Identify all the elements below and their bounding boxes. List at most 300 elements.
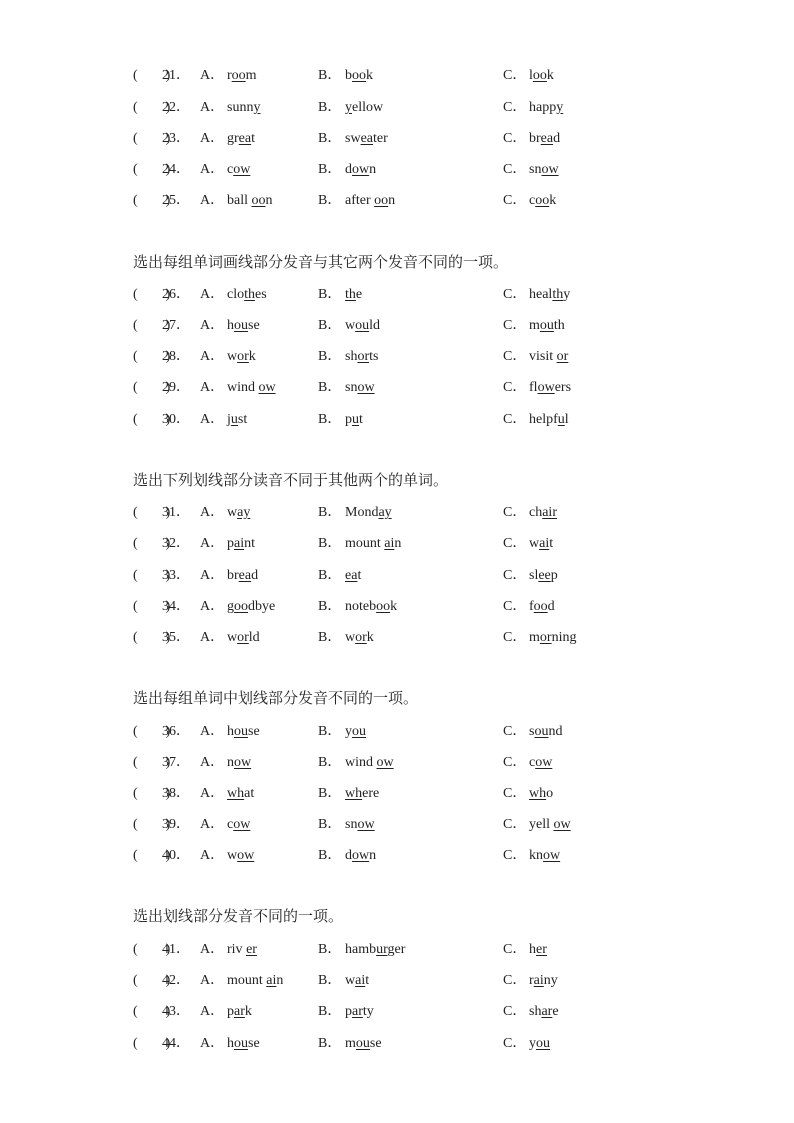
word-part: sn (345, 817, 358, 832)
question-number: 40． (162, 848, 190, 863)
word-part: c (529, 193, 536, 208)
word-part: se (248, 724, 260, 739)
question-row (0, 502, 794, 524)
word-part: b (345, 68, 352, 83)
word-part: f (529, 599, 534, 614)
option-word (227, 65, 257, 87)
underlined-part: th (552, 287, 564, 302)
word-part: kn (529, 848, 543, 863)
word-part: Mond (345, 505, 379, 520)
option-letter: C． (503, 131, 527, 146)
answer-blank[interactable]: ( ) (133, 287, 171, 302)
word-part: br (529, 131, 541, 146)
word-part: c (529, 755, 536, 770)
word-part: happ (529, 100, 557, 115)
option-letter: A． (200, 193, 225, 208)
option-word (529, 284, 570, 306)
underlined-part: ur (376, 942, 388, 957)
option-word (227, 845, 254, 867)
word-part: k (549, 193, 557, 208)
word-part: ball (227, 193, 252, 208)
option-word (529, 128, 560, 150)
word-part: ny (543, 973, 558, 988)
question-number: 37． (162, 755, 190, 770)
option-word (529, 596, 555, 618)
underlined-part: y (556, 100, 564, 115)
answer-blank[interactable]: ( ) (133, 193, 171, 208)
underlined-part: ar (234, 1004, 245, 1019)
option-letter: A． (200, 505, 225, 520)
underlined-part: ou (355, 318, 370, 333)
word-part: d (251, 568, 259, 583)
option-letter: A． (200, 1004, 225, 1019)
question-row (0, 939, 794, 961)
word-part: n (276, 973, 284, 988)
word-part: sh (345, 349, 358, 364)
answer-blank[interactable]: ( ) (133, 536, 171, 551)
question-row (0, 1033, 794, 1055)
word-part: mount (345, 536, 385, 551)
word-part: ch (529, 505, 543, 520)
option-letter: C． (503, 786, 527, 801)
option-letter: B． (318, 1036, 342, 1051)
option-word (529, 939, 547, 961)
underlined-part: ou (352, 724, 366, 739)
word-part: w (227, 505, 238, 520)
option-word (345, 377, 375, 399)
question-number: 26． (162, 287, 190, 302)
word-part: mount (227, 973, 267, 988)
underlined-part: ou (534, 724, 549, 739)
underlined-part: oo (533, 599, 548, 614)
option-word (529, 346, 568, 368)
word-part: n (265, 193, 273, 208)
word-part: ers (554, 380, 572, 395)
word-part: t (251, 131, 255, 146)
underlined-part: wh (529, 786, 547, 801)
word-part: ld (369, 318, 381, 333)
answer-blank[interactable]: ( ) (133, 942, 171, 957)
underlined-part: th (345, 287, 356, 302)
option-letter: C． (503, 349, 527, 364)
option-word (529, 502, 557, 524)
underlined-part: wh (345, 786, 363, 801)
word-part: n (388, 193, 396, 208)
word-part: yell (529, 817, 554, 832)
underlined-part: ou (536, 1036, 550, 1051)
underlined-part: air (542, 505, 557, 520)
word-part: k (248, 349, 256, 364)
option-letter: B． (318, 817, 342, 832)
word-part: nd (548, 724, 563, 739)
question-number: 29． (162, 380, 190, 395)
option-letter: B． (318, 287, 342, 302)
word-part: w (227, 630, 238, 645)
word-part: visit (529, 349, 557, 364)
option-letter: A． (200, 68, 225, 83)
word-part: dbye (248, 599, 276, 614)
option-word (227, 190, 273, 212)
answer-blank[interactable]: ( ) (133, 131, 171, 146)
answer-blank[interactable]: ( ) (133, 1036, 171, 1051)
option-letter: C． (503, 1036, 527, 1051)
underlined-part: th (244, 287, 255, 302)
question-number: 27． (162, 318, 190, 333)
option-word (529, 65, 554, 87)
option-letter: A． (200, 724, 225, 739)
underlined-part: ai (384, 536, 395, 551)
option-letter: A． (200, 318, 225, 333)
option-word (345, 190, 395, 212)
answer-blank[interactable]: ( ) (133, 100, 171, 115)
word-part: k (366, 630, 374, 645)
underlined-part: ea (345, 568, 358, 583)
question-number: 42． (162, 973, 190, 988)
answer-blank[interactable]: ( ) (133, 630, 171, 645)
option-word (227, 97, 260, 119)
option-word (345, 783, 379, 805)
option-letter: C． (503, 724, 527, 739)
option-letter: A． (200, 568, 225, 583)
word-part: ty (362, 1004, 374, 1019)
answer-blank[interactable]: ( ) (133, 412, 171, 427)
underlined-part: ow (237, 848, 255, 863)
underlined-part: ow (233, 817, 251, 832)
word-part: th (553, 318, 565, 333)
option-letter: B． (318, 848, 342, 863)
answer-blank[interactable]: ( ) (133, 380, 171, 395)
word-part: k (366, 68, 373, 83)
underlined-part: oo (376, 599, 391, 614)
word-part: h (227, 1036, 234, 1051)
underlined-part: ow (535, 755, 553, 770)
underlined-part: oo (231, 68, 246, 83)
option-word (345, 939, 405, 961)
question-number: 36． (162, 724, 190, 739)
word-part: n (394, 536, 402, 551)
word-part: sw (345, 131, 361, 146)
word-part: w (529, 536, 540, 551)
word-part: sunn (227, 100, 254, 115)
underlined-part: ay (378, 505, 392, 520)
question-number: 32． (162, 536, 190, 551)
option-word (529, 315, 565, 337)
word-part: sh (529, 1004, 542, 1019)
option-letter: C． (503, 318, 527, 333)
underlined-part: oo (532, 68, 547, 83)
section-instruction: 选出划线部分发音不同的一项。 (133, 909, 344, 925)
option-word (227, 939, 257, 961)
word-part: se (248, 318, 260, 333)
word-part: sn (529, 162, 542, 177)
option-word (529, 159, 559, 181)
underlined-part: ow (352, 848, 370, 863)
option-letter: A． (200, 630, 225, 645)
underlined-part: ai (355, 973, 366, 988)
underlined-part: ow (376, 755, 394, 770)
option-letter: B． (318, 380, 342, 395)
word-part: e (552, 1004, 559, 1019)
option-word (529, 814, 571, 836)
answer-blank[interactable]: ( ) (133, 568, 171, 583)
option-word (345, 970, 369, 992)
question-row (0, 159, 794, 181)
word-part: w (227, 848, 238, 863)
answer-blank[interactable]: ( ) (133, 973, 171, 988)
word-part: s (529, 724, 535, 739)
option-word (529, 721, 562, 743)
option-letter: A． (200, 755, 225, 770)
underlined-part: ow (541, 162, 559, 177)
option-word (345, 128, 388, 150)
option-word (529, 190, 556, 212)
word-part: m (529, 630, 540, 645)
word-part: m (345, 1036, 356, 1051)
option-letter: B． (318, 193, 342, 208)
option-word (529, 565, 558, 587)
option-letter: C． (503, 380, 527, 395)
word-part: c (227, 817, 234, 832)
underlined-part: wh (227, 786, 245, 801)
answer-blank[interactable]: ( ) (133, 505, 171, 520)
option-letter: A． (200, 287, 225, 302)
option-word (529, 845, 560, 867)
answer-blank[interactable]: ( ) (133, 349, 171, 364)
option-word (345, 409, 363, 431)
underlined-part: ea (238, 131, 252, 146)
underlined-part: u (557, 412, 565, 427)
word-part: d (345, 162, 352, 177)
option-letter: B． (318, 68, 342, 83)
word-part: se (248, 1036, 260, 1051)
underlined-part: or (237, 630, 249, 645)
option-letter: B． (318, 599, 342, 614)
word-part: h (529, 942, 536, 957)
section-instruction: 选出每组单词画线部分发音与其它两个发音不同的一项。 (133, 255, 509, 271)
question-number: 44． (162, 1036, 190, 1051)
option-word (345, 1033, 382, 1055)
option-word (345, 65, 373, 87)
underlined-part: ow (352, 162, 370, 177)
word-part: clo (227, 287, 245, 302)
word-part: d (547, 599, 555, 614)
question-row (0, 533, 794, 555)
option-word (227, 814, 250, 836)
underlined-part: u (352, 412, 359, 427)
word-part: k (244, 1004, 252, 1019)
word-part: t (357, 568, 362, 583)
option-word (345, 346, 378, 368)
word-part: br (227, 568, 239, 583)
option-letter: B． (318, 568, 342, 583)
word-part: after (345, 193, 375, 208)
word-part: ts (369, 349, 379, 364)
underlined-part: ar (541, 1004, 553, 1019)
question-row (0, 814, 794, 836)
word-part: ning (551, 630, 577, 645)
word-part: h (227, 724, 234, 739)
option-word (345, 502, 392, 524)
question-number: 38． (162, 786, 190, 801)
option-word (227, 970, 283, 992)
underlined-part: ow (553, 817, 571, 832)
option-letter: B． (318, 131, 342, 146)
option-word (345, 814, 375, 836)
question-row (0, 783, 794, 805)
word-part: gr (227, 131, 239, 146)
option-letter: A． (200, 942, 225, 957)
option-word (227, 409, 247, 431)
word-part: w (345, 973, 356, 988)
question-number: 33． (162, 568, 190, 583)
word-part: y (529, 1036, 536, 1051)
question-row (0, 346, 794, 368)
word-part: k (390, 599, 398, 614)
question-row (0, 128, 794, 150)
word-part: t (549, 536, 554, 551)
word-part: h (227, 318, 234, 333)
word-part: o (546, 786, 554, 801)
word-part: r (529, 973, 534, 988)
word-part: w (345, 318, 356, 333)
option-letter: A． (200, 973, 225, 988)
word-part: j (227, 412, 231, 427)
option-word (227, 721, 260, 743)
word-part: wind (345, 755, 377, 770)
word-part: ld (248, 630, 260, 645)
word-part: noteb (345, 599, 377, 614)
option-word (227, 627, 260, 649)
option-word (529, 970, 558, 992)
word-part: p (345, 412, 352, 427)
answer-blank[interactable]: ( ) (133, 599, 171, 614)
question-row (0, 970, 794, 992)
word-part: p (345, 1004, 352, 1019)
option-word (227, 502, 250, 524)
question-number: 39． (162, 817, 190, 832)
answer-blank[interactable]: ( ) (133, 848, 171, 863)
option-letter: A． (200, 131, 225, 146)
option-letter: B． (318, 1004, 342, 1019)
underlined-part: ee (538, 568, 551, 583)
underlined-part: ou (234, 724, 248, 739)
option-letter: A． (200, 536, 225, 551)
answer-blank[interactable]: ( ) (133, 817, 171, 832)
option-word (529, 377, 571, 399)
question-number: 41． (162, 942, 190, 957)
question-row (0, 284, 794, 306)
option-word (345, 315, 380, 337)
question-row (0, 409, 794, 431)
question-row (0, 190, 794, 212)
option-letter: C． (503, 599, 527, 614)
question-number: 31． (162, 505, 190, 520)
underlined-part: or (237, 349, 249, 364)
underlined-part: or (539, 630, 552, 645)
option-letter: B． (318, 505, 342, 520)
word-part: wind (227, 380, 259, 395)
answer-blank[interactable]: ( ) (133, 68, 171, 83)
underlined-part: ai (234, 536, 245, 551)
word-part: e (355, 287, 363, 302)
word-part: t (365, 973, 370, 988)
question-row (0, 721, 794, 743)
question-number: 28． (162, 349, 190, 364)
section-instruction: 选出每组单词中划线部分发音不同的一项。 (133, 691, 419, 707)
option-letter: A． (200, 848, 225, 863)
option-letter: A． (200, 1036, 225, 1051)
word-part: r (227, 68, 232, 83)
option-letter: A． (200, 100, 225, 115)
word-part: y (345, 724, 352, 739)
underlined-part: ai (533, 973, 544, 988)
answer-blank[interactable]: ( ) (133, 318, 171, 333)
question-number: 30． (162, 412, 190, 427)
word-part: g (227, 599, 234, 614)
word-part: d (345, 848, 352, 863)
option-letter: A． (200, 786, 225, 801)
option-word (345, 159, 376, 181)
option-letter: C． (503, 848, 527, 863)
underlined-part: ow (234, 755, 252, 770)
word-part: m (529, 318, 540, 333)
question-row (0, 97, 794, 119)
option-letter: C． (503, 755, 527, 770)
underlined-part: ou (234, 318, 248, 333)
underlined-part: oo (374, 193, 389, 208)
option-letter: C． (503, 287, 527, 302)
underlined-part: ow (357, 817, 375, 832)
underlined-part: ai (539, 536, 550, 551)
word-part: sn (345, 380, 358, 395)
underlined-part: ay (237, 505, 251, 520)
underlined-part: ow (233, 162, 251, 177)
question-number: 43． (162, 1004, 190, 1019)
answer-blank[interactable]: ( ) (133, 724, 171, 739)
option-word (345, 1001, 374, 1023)
option-word (345, 721, 366, 743)
word-part: helpf (529, 412, 558, 427)
underlined-part: u (230, 412, 238, 427)
option-letter: A． (200, 599, 225, 614)
answer-blank[interactable]: ( ) (133, 786, 171, 801)
option-word (227, 159, 250, 181)
option-word (345, 845, 376, 867)
underlined-part: ow (543, 848, 561, 863)
option-letter: C． (503, 973, 527, 988)
option-letter: B． (318, 318, 342, 333)
word-part: sl (529, 568, 539, 583)
question-number: 35． (162, 630, 190, 645)
option-letter: B． (318, 755, 342, 770)
word-part: l (564, 412, 569, 427)
answer-blank[interactable]: ( ) (133, 755, 171, 770)
word-part: p (227, 1004, 234, 1019)
answer-blank[interactable]: ( ) (133, 162, 171, 177)
word-part: se (369, 1036, 382, 1051)
option-word (529, 783, 553, 805)
option-letter: C． (503, 942, 527, 957)
question-row (0, 65, 794, 87)
answer-blank[interactable]: ( ) (133, 1004, 171, 1019)
section-instruction: 选出下列划线部分读音不同于其他两个的单词。 (133, 473, 449, 489)
word-part: ellow (352, 100, 384, 115)
option-word (227, 284, 267, 306)
underlined-part: ou (539, 318, 554, 333)
word-part: m (245, 68, 257, 83)
option-word (529, 627, 576, 649)
word-part: n (369, 848, 377, 863)
